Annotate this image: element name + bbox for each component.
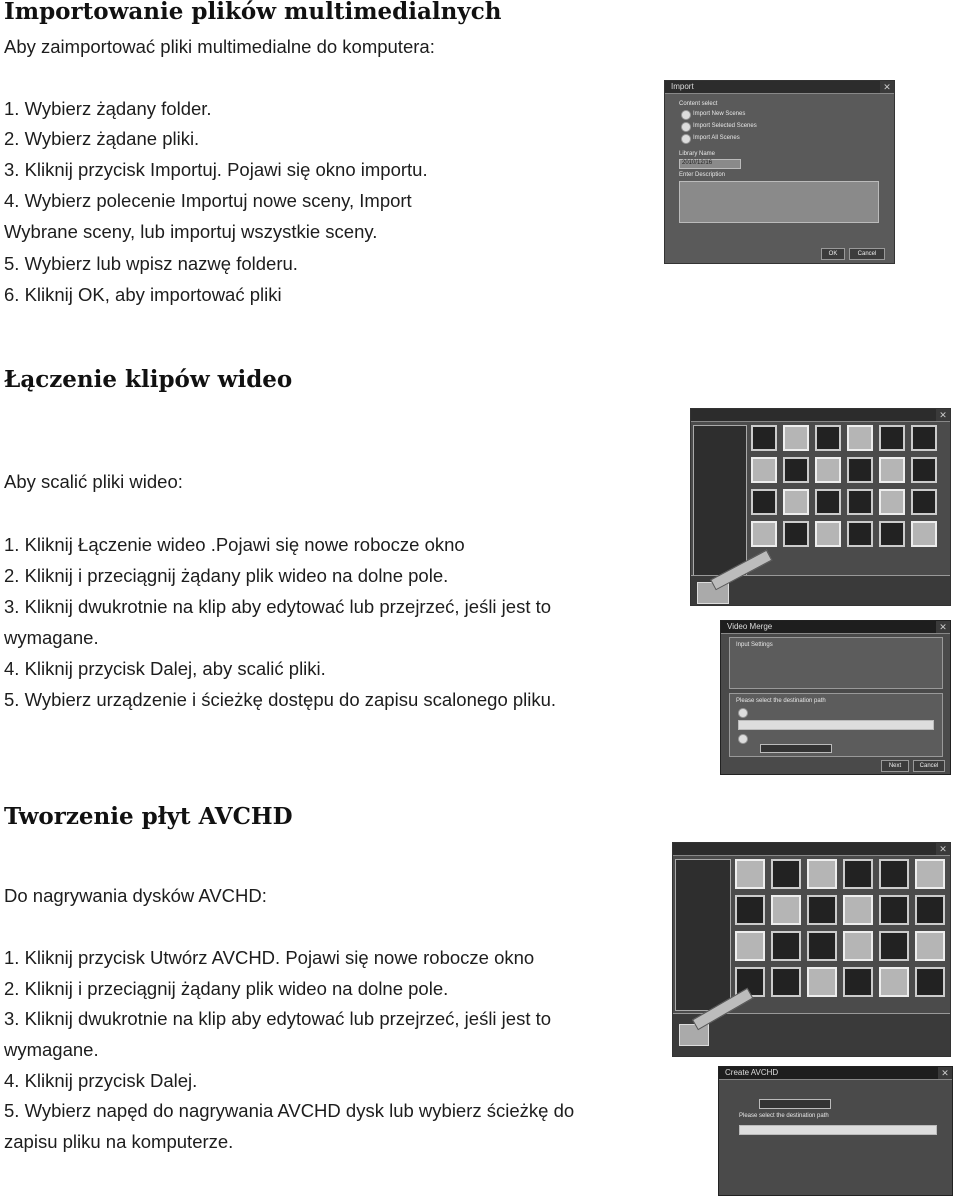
thumbnail — [879, 489, 905, 515]
thumbnail-grid — [735, 859, 945, 997]
thumbnail — [771, 931, 801, 961]
option-label: Import New Scenes — [693, 111, 746, 117]
dialog-title: Create AVCHD — [725, 1068, 779, 1077]
merge-window-screenshot — [690, 408, 951, 606]
thumbnail — [879, 425, 905, 451]
thumbnail — [771, 967, 801, 997]
thumbnail — [807, 967, 837, 997]
option-label: Import Selected Scenes — [693, 123, 757, 129]
thumbnail — [815, 457, 841, 483]
thumbnail — [751, 457, 777, 483]
thumbnail — [751, 489, 777, 515]
thumbnail — [879, 931, 909, 961]
step-item: 1. Wybierz żądany folder. — [4, 98, 212, 119]
thumbnail — [911, 457, 937, 483]
dialog-titlebar — [719, 1067, 952, 1080]
thumbnail — [735, 859, 765, 889]
cancel-button: Cancel — [849, 248, 885, 260]
thumbnail — [879, 521, 905, 547]
path-field — [738, 720, 934, 730]
option-label: Import All Scenes — [693, 135, 740, 141]
radio-icon — [681, 110, 691, 120]
cancel-button: Cancel — [913, 760, 945, 772]
library-label: Library Name — [679, 151, 716, 157]
thumbnail — [915, 931, 945, 961]
radio-icon — [738, 734, 748, 744]
close-icon: ✕ — [938, 1067, 952, 1079]
thumbnail — [735, 931, 765, 961]
step-item: 5. Wybierz urządzenie i ścieżkę dostępu do zapisu scalonego pliku. — [4, 689, 557, 710]
clip-thumbnail — [679, 1024, 709, 1046]
dialog-title: Video Merge — [727, 622, 773, 631]
input-settings-box — [729, 637, 943, 689]
thumbnail — [911, 425, 937, 451]
thumbnail — [815, 425, 841, 451]
thumbnail — [843, 859, 873, 889]
thumbnail — [915, 967, 945, 997]
thumbnail — [847, 489, 873, 515]
radio-icon — [738, 708, 748, 718]
folder-tree-panel — [675, 859, 731, 1011]
step-item: 3. Kliknij dwukrotnie na klip aby edytować lub przejrzeć, jeśli jest to — [4, 1008, 552, 1029]
dialog-titlebar — [721, 621, 950, 634]
step-item: 5. Wybierz napęd do nagrywania AVCHD dysk lub wybierz ścieżkę do — [4, 1100, 575, 1121]
library-value: 2010/12/16 — [682, 160, 713, 166]
thumbnail-grid — [751, 425, 937, 547]
thumbnail — [807, 931, 837, 961]
thumbnail — [843, 967, 873, 997]
close-icon: ✕ — [936, 621, 950, 633]
description-label: Enter Description — [679, 172, 726, 178]
dialog-titlebar — [665, 81, 894, 94]
step-item: wymagane. — [4, 627, 99, 648]
section-title-merge: Łączenie klipów wideo — [4, 366, 293, 393]
step-item: wymagane. — [4, 1039, 99, 1060]
path-field — [739, 1125, 937, 1135]
thumbnail — [847, 521, 873, 547]
radio-icon — [681, 122, 691, 132]
thumbnail — [783, 489, 809, 515]
step-item: 3. Kliknij przycisk Importuj. Pojawi się okno importu. — [4, 159, 428, 180]
thumbnail — [735, 895, 765, 925]
description-field — [679, 181, 879, 223]
thumbnail — [807, 895, 837, 925]
thumbnail — [843, 931, 873, 961]
thumbnail — [751, 425, 777, 451]
step-item: 1. Kliknij Łączenie wideo .Pojawi się nowe robocze okno — [4, 534, 465, 555]
thumbnail — [911, 521, 937, 547]
section-intro: Aby scalić pliki wideo: — [4, 471, 183, 492]
thumbnail — [783, 521, 809, 547]
thumbnail — [807, 859, 837, 889]
thumbnail — [879, 967, 909, 997]
avchd-window-screenshot — [672, 842, 951, 1057]
thumbnail — [751, 521, 777, 547]
library-field — [679, 159, 741, 169]
thumbnail — [915, 895, 945, 925]
window-titlebar — [691, 409, 950, 422]
thumbnail — [847, 425, 873, 451]
thumbnail — [771, 895, 801, 925]
close-icon: ✕ — [880, 81, 894, 93]
content-select-label: Content select — [679, 101, 718, 107]
destination-label: Please select the destination path — [736, 698, 826, 704]
video-merge-dialog-screenshot — [720, 620, 951, 775]
step-item: 2. Kliknij i przeciągnij żądany plik wideo na dolne pole. — [4, 978, 449, 999]
step-item: 3. Kliknij dwukrotnie na klip aby edytować lub przejrzeć, jeśli jest to — [4, 596, 552, 617]
step-item: 2. Wybierz żądane pliki. — [4, 128, 200, 149]
thumbnail — [879, 895, 909, 925]
thumbnail — [847, 457, 873, 483]
step-item: 1. Kliknij przycisk Utwórz AVCHD. Pojawi się nowe robocze okno — [4, 947, 535, 968]
destination-box — [729, 693, 943, 757]
thumbnail — [783, 457, 809, 483]
device-select — [760, 744, 832, 753]
step-item: 2. Kliknij i przeciągnij żądany plik wideo na dolne pole. — [4, 565, 449, 586]
thumbnail — [879, 457, 905, 483]
step-item: 6. Kliknij OK, aby importować pliki — [4, 284, 282, 305]
thumbnail — [879, 859, 909, 889]
drive-select — [759, 1099, 831, 1109]
step-item: Wybrane sceny, lub importuj wszystkie sceny. — [4, 221, 378, 242]
section-title-avchd: Tworzenie płyt AVCHD — [4, 803, 293, 830]
step-item: 4. Kliknij przycisk Dalej. — [4, 1070, 198, 1091]
section-intro: Do nagrywania dysków AVCHD: — [4, 885, 267, 906]
import-dialog-screenshot — [664, 80, 895, 264]
step-item: 5. Wybierz lub wpisz nazwę folderu. — [4, 253, 298, 274]
section-intro: Aby zaimportować pliki multimedialne do komputera: — [4, 36, 435, 57]
thumbnail — [783, 425, 809, 451]
step-item: 4. Kliknij przycisk Dalej, aby scalić pliki. — [4, 658, 326, 679]
close-icon: ✕ — [936, 843, 950, 855]
thumbnail — [815, 489, 841, 515]
step-item: zapisu pliku na komputerze. — [4, 1131, 234, 1152]
next-button: Next — [881, 760, 909, 772]
ok-button: OK — [821, 248, 845, 260]
thumbnail — [911, 489, 937, 515]
section-title-import: Importowanie plików multimedialnych — [4, 0, 502, 25]
thumbnail — [843, 895, 873, 925]
close-icon: ✕ — [936, 409, 950, 421]
dialog-title: Import — [671, 82, 694, 91]
destination-label: Please select the destination path — [739, 1113, 829, 1119]
thumbnail — [915, 859, 945, 889]
thumbnail — [815, 521, 841, 547]
radio-icon — [681, 134, 691, 144]
folder-tree-panel — [693, 425, 747, 577]
step-item: 4. Wybierz polecenie Importuj nowe sceny, Import — [4, 190, 412, 211]
thumbnail — [771, 859, 801, 889]
create-avchd-dialog-screenshot — [718, 1066, 953, 1196]
input-settings-label: Input Settings — [736, 642, 773, 648]
window-titlebar — [673, 843, 950, 856]
